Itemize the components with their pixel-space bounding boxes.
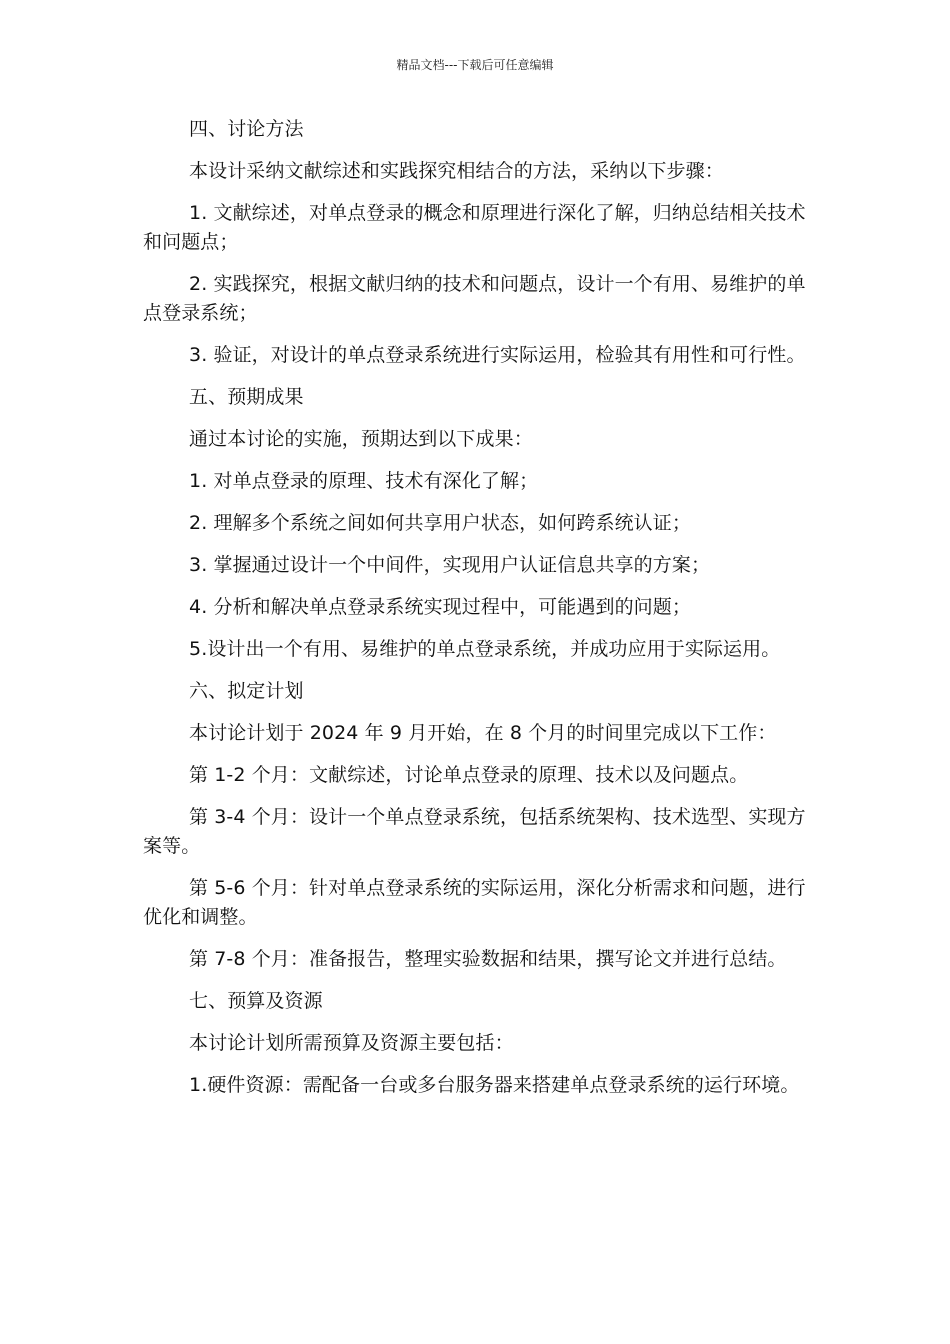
page-header: 精品文档---下载后可任意编辑 bbox=[396, 58, 554, 72]
paragraph: 通过本讨论的实施，预期达到以下成果： bbox=[189, 428, 533, 450]
list-item: 3. 掌握通过设计一个中间件，实现用户认证信息共享的方案； bbox=[189, 554, 711, 576]
plan-item: 第 7-8 个月：准备报告，整理实验数据和结果，撰写论文并进行总结。 bbox=[189, 948, 787, 970]
list-item: 5.设计出一个有用、易维护的单点登录系统，并成功应用于实际运用。 bbox=[189, 638, 781, 660]
paragraph: 本设计采纳文献综述和实践探究相结合的方法，采纳以下步骤： bbox=[189, 160, 724, 182]
list-item: 3. 验证，对设计的单点登录系统进行实际运用，检验其有用性和可行性。 bbox=[189, 344, 806, 366]
plan-item: 第 3-4 个月：设计一个单点登录系统，包括系统架构、技术选型、实现方案等。 bbox=[143, 806, 806, 857]
list-item: 2. 理解多个系统之间如何共享用户状态，如何跨系统认证； bbox=[189, 512, 691, 534]
plan-item: 第 5-6 个月：针对单点登录系统的实际运用，深化分析需求和问题，进行优化和调整。 bbox=[143, 877, 806, 928]
section-heading-budget: 七、预算及资源 bbox=[189, 990, 323, 1012]
list-item: 2. 实践探究，根据文献归纳的技术和问题点，设计一个有用、易维护的单点登录系统； bbox=[143, 273, 806, 324]
section-heading-plan: 六、拟定计划 bbox=[189, 680, 304, 702]
list-item: 1.硬件资源：需配备一台或多台服务器来搭建单点登录系统的运行环境。 bbox=[189, 1074, 800, 1096]
paragraph: 本讨论计划于 2024 年 9 月开始，在 8 个月的时间里完成以下工作： bbox=[189, 722, 777, 744]
list-item: 4. 分析和解决单点登录系统实现过程中，可能遇到的问题； bbox=[189, 596, 691, 618]
section-heading-methods: 四、讨论方法 bbox=[189, 118, 304, 140]
plan-item: 第 1-2 个月：文献综述，讨论单点登录的原理、技术以及问题点。 bbox=[189, 764, 749, 786]
paragraph: 本讨论计划所需预算及资源主要包括： bbox=[189, 1032, 514, 1054]
section-heading-expected-results: 五、预期成果 bbox=[189, 386, 304, 408]
document-body bbox=[143, 115, 819, 1113]
list-item: 1. 对单点登录的原理、技术有深化了解； bbox=[189, 470, 539, 492]
list-item: 1. 文献综述，对单点登录的概念和原理进行深化了解，归纳总结相关技术和问题点； bbox=[143, 202, 806, 253]
